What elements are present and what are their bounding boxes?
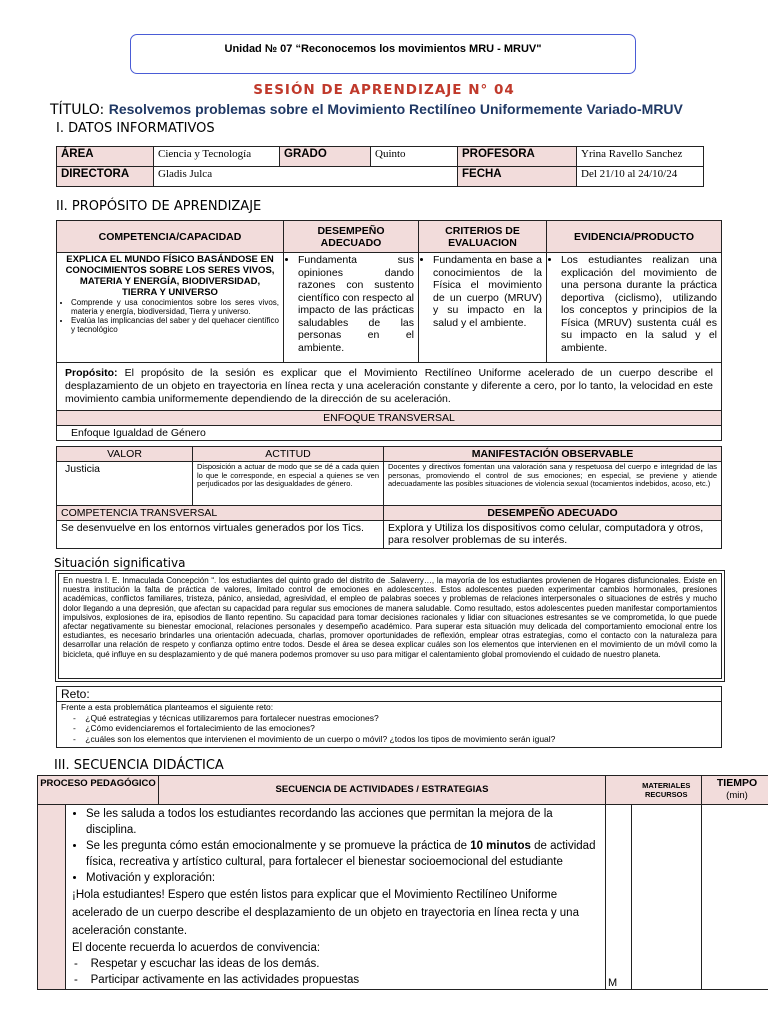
area-value: Ciencia y Tecnología [154,147,280,167]
header-competencia: COMPETENCIA/CAPACIDAD [57,221,284,253]
header-criterios: CRITERIOS DE EVALUACION [419,221,547,253]
header-desempeno-adecuado: DESEMPEÑO ADECUADO [384,506,722,521]
manifestacion-value: Docentes y directivos fomentan una valoración sana y respetuosa del cuerpo e integridad de las personas, promoviendo el control de sus emociones; en especial, se previene y atiende adecuadamente las posibles situaciones de violencia sexual (tocamientos indebidos, acoso, etc.) [384,462,722,506]
section-secuencia-heading: III. SECUENCIA DIDÁCTICA [54,758,224,773]
session-title: SESIÓN DE APRENDIZAJE N° 04 [253,82,515,98]
marker-text: M [608,977,618,989]
tiempo-cell [702,805,768,990]
capacidad-item: • Comprende y usa conocimientos sobre los seres vivos, materia y energía, biodiversidad, Tierra y universo. [71,298,279,316]
proposito-cell [57,363,722,411]
reto-item: - ¿Qué estrategias y técnicas utilizaremos para fortalecer nuestras emociones? [73,712,379,723]
marker-cell [606,805,632,990]
reto-heading: Reto: [57,687,721,702]
header-tiempo-label: TIEMPO [716,777,758,789]
proposito-table [56,220,722,441]
unit-title-box [130,34,636,74]
acuerdos-text: El docente recuerda lo acuerdos de convivencia: [72,942,321,954]
section-datos-heading: I. DATOS INFORMATIVOS [56,121,215,136]
header-proceso: PROCESO PEDAGÓGICO [38,776,159,804]
header-desempeno: DESEMPEÑO ADECUADO [284,221,419,253]
situacion-heading: Situación significativa [54,556,186,570]
actividad-bullet: • Se les pregunta cómo están emocionalmente y se promueve la práctica de 10 minutos de actividad física, recreativa y artístico cultural, para fortalecer el bienestar socioemocional del estudiante [86,838,599,870]
datos-table [56,146,704,187]
criterio-cell [419,253,547,363]
fecha-value: Del 21/10 al 24/10/24 [577,167,704,187]
desempeno-transversal-value: Explora y Utiliza los dispositivos como celular, computadora y otros, para resolver problemas de su interés. [384,521,722,549]
unit-title: Unidad № 07 “Reconocemos los movimientos MRU - MRUV" [224,43,542,55]
desempeno-cell [284,253,419,363]
reto-item: - ¿cuáles son los elementos que intervienen el movimiento de un cuerpo o móvil? ¿todos los tipos de movimiento serán igual? [73,733,556,744]
header-row-left [38,776,606,805]
actividad-bullet: • Motivación y exploración: [86,870,599,886]
actitud-value: Disposición a actuar de modo que se dé a cada quien lo que le corresponde, en especial a quienes se ven perjudicados por las desigualdades de género. [193,462,384,506]
directora-value: Gladis Julca [154,167,458,187]
proposito-label: Propósito: [65,367,118,379]
area-label: ÁREA [57,147,154,167]
competencia-cell [57,253,284,363]
greeting-text: ¡Hola estudiantes! Espero que estén listos para explicar que el Movimiento Rectilíneo Uniforme acelerado de un cuerpo describe el desplazamiento de un objeto en trayectoria en línea recta y una aceleración constante. [72,889,579,937]
criterio-text: • Fundamenta en base a conocimientos de la Física el movimiento de un cuerpo (MRUV) y su impacto en la salud y el ambiente. [433,254,542,329]
proceso-cell [38,805,66,990]
competencia-title: EXPLICA EL MUNDO FÍSICO BASÁNDOSE EN CONOCIMIENTOS SOBRE LOS SERES VIVOS, MATERIA Y ENERGÍA, BIODIVERSIDAD, TIERRA Y UNIVERSO [65,254,275,298]
header-manifestacion: MANIFESTACIÓN OBSERVABLE [384,447,722,462]
actividades-cell [66,805,606,990]
evidencia-cell [547,253,722,363]
grado-value: Quinto [371,147,458,167]
grado-label: GRADO [280,147,371,167]
header-materiales: MATERIALES RECURSOS [632,776,702,805]
situacion-box [58,573,722,679]
profesora-label: PROFESORA [458,147,577,167]
section-proposito-heading: II. PROPÓSITO DE APRENDIZAJE [56,199,262,214]
reto-box [56,686,722,748]
directora-label: DIRECTORA [57,167,154,187]
titulo-line [50,101,683,118]
titulo-text: Resolvemos problemas sobre el Movimiento Rectilíneo Uniformemente Variado-MRUV [108,101,683,117]
acuerdo-item: - Participar activamente en las actividades propuestas [74,974,360,986]
valores-table [56,446,722,549]
fecha-label: FECHA [458,167,577,187]
acuerdo-item: - Respetar y escuchar las ideas de los demás. [74,958,320,970]
profesora-value: Yrina Ravello Sanchez [577,147,704,167]
reto-item: - ¿Cómo evidenciaremos el fortalecimiento de las emociones? [73,723,315,733]
header-tiempo-unit: (min) [726,790,748,801]
header-evidencia: EVIDENCIA/PRODUCTO [547,221,722,253]
enfoque-header: ENFOQUE TRANSVERSAL [57,411,722,426]
reto-intro: Frente a esta problemática planteamos el siguiente reto: [61,702,274,712]
proposito-text: El propósito de la sesión es explicar que el Movimiento Rectilíneo Uniforme acelerado de un cuerpo describe el desplazamiento de un objeto en trayectoria en línea recta y una aceleración constante y diferente a cero, por lo tanto, la velocidad en este movimiento cambia uniformemente dependiendo de la dirección de su aceleración. [65,367,713,405]
header-comp-transversal: COMPETENCIA TRANSVERSAL [57,506,384,521]
header-actividades: SECUENCIA DE ACTIVIDADES / ESTRATEGIAS [275,784,489,795]
secuencia-table [37,775,768,990]
materiales-cell [632,805,702,990]
valor-value: Justicia [57,462,193,506]
actividad-bullet: • Se les saluda a todos los estudiantes recordando las acciones que permitan la mejora de la disciplina. [86,806,599,838]
situacion-text: En nuestra I. E. Inmaculada Concepción “. los estudiantes del quinto grado del distrito de .Salaverry…, la mayoría de los estudiantes provienen de Hogares disfuncionales. Existe en nuestra institución la falta de práctica de valores, limitado control de emociones en adolescentes. Estos adolescentes pueden experimentar cambios hormonales, presiones académicas, conflictos familiares, tristeza, pánico, ansiedad, agresividad, el empleo de palabras soeces y problemas de relaciones interpersonales o situaciones de estrés y mucho dolor llegando a una depresión, que afectan su capacidad para regular sus emociones de manera saludable. Como resultado, estos adolescentes pueden manifestar comportamientos impulsivos, explosiones de ira, episodios de llanto repentino. Su capacidad para tomar decisiones racionales y lidiar con situaciones estresantes se ve comprometida, lo que puede afectar negativamente su bienestar emocional, relaciones personales y desempeño académico. Para superar esta situación muy delicada del comportamiento emocional entre los estudiantes, es necesario brindarles una orientación adecuada, charlas, promover oportunidades de reflexión, emplear otras estrategias, como el contacto con la naturaleza para desarrollar una relación de respeto y confianza optimo entre todos. Desde el área se desea explicar cuáles son los elementos que intervienen en el movimiento de un móvil como la bicicleta, qué influye en su desplazamiento y de qué manera podemos promover su uso para mitigar el calentamiento global promoviendo el cuidado de nuestro planeta. [63,576,717,659]
header-actitud: ACTITUD [193,447,384,462]
desempeno-text: • Fundamenta sus opiniones dando razones con sustento científico con respecto al impacto de las prácticas saludables de las personas en el ambiente. [298,254,414,354]
header-valor: VALOR [57,447,193,462]
enfoque-value: Enfoque Igualdad de Género [57,426,722,441]
comp-transversal-value: Se desenvuelve en los entornos virtuales generados por los Tics. [57,521,384,549]
capacidad-item: • Evalúa las implicancias del saber y del quehacer científico y tecnológico [71,316,279,334]
evidencia-text: • Los estudiantes realizan una explicación del movimiento de una persona durante la práctica deportiva (ciclismo), utilizando los conceptos y principios de la Física (MRUV) sustenta cuál es su impacto en la salud y el ambiente. [561,254,717,354]
titulo-label: TÍTULO: [50,102,105,118]
header-tiempo [702,776,768,805]
